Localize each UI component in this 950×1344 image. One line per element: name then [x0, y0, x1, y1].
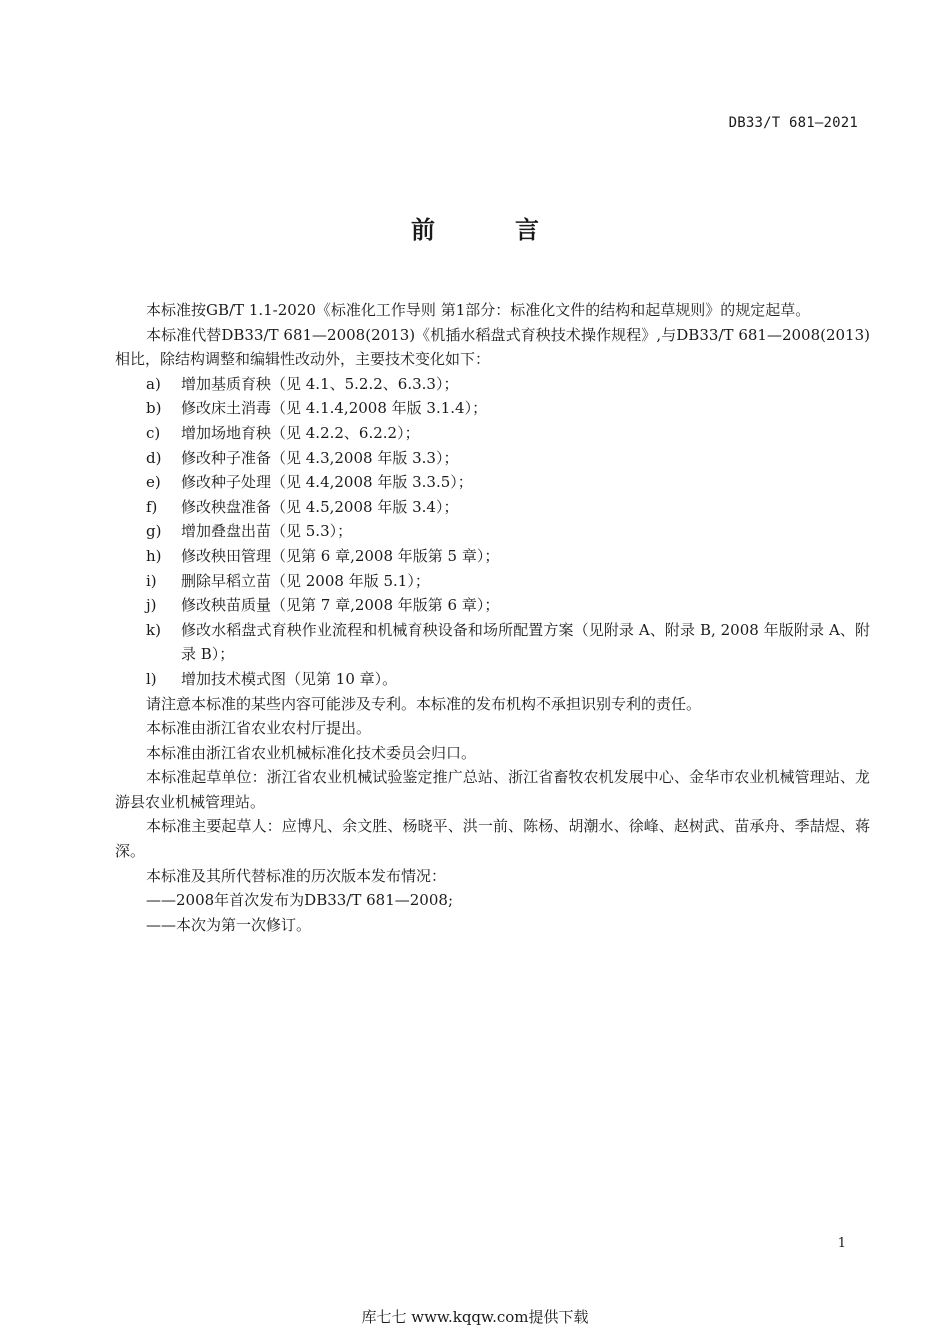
list-item-text: 修改秧田管理（见第 6 章,2008 年版第 5 章）；	[181, 546, 500, 565]
drafting-units: 本标准起草单位：浙江省农业机械试验鉴定推广总站、浙江省畜牧农机发展中心、金华市农业机械管理站、龙游县农业机械管理站。	[115, 768, 870, 811]
list-marker: f)	[146, 497, 158, 516]
page-title: 前 言	[411, 216, 567, 244]
list-item-text: 修改秧苗质量（见第 7 章,2008 年版第 6 章）；	[181, 596, 500, 615]
list-item-text: 增加场地育秧（见 4.2.2、6.2.2）；	[181, 423, 420, 442]
version-history-item: ——本次为第一次修订。	[146, 915, 312, 934]
paragraph: 本标准代替DB33/T 681—2008(2013)《机插水稻盘式育秧技术操作规程》,与DB33/T 681—2008(2013)相比，除结构调整和编辑性改动外，主要技术变化如下：	[115, 325, 870, 369]
version-history-heading: 本标准及其所代替标准的历次版本发布情况：	[146, 866, 447, 885]
list-item-text: 修改种子准备（见 4.3,2008 年版 3.3）；	[181, 448, 459, 467]
proposer-statement: 本标准由浙江省农业农村厅提出。	[146, 719, 372, 738]
list-item	[115, 569, 870, 594]
footer-watermark: 库七七 www.kqqw.com提供下载	[361, 1308, 589, 1326]
list-item	[115, 667, 870, 692]
list-item	[115, 421, 870, 446]
list-marker: d)	[146, 448, 162, 467]
list-marker: h)	[146, 546, 162, 565]
version-history-item: ——2008年首次发布为DB33/T 681—2008;	[146, 891, 453, 910]
list-marker: b)	[146, 399, 162, 418]
foreword-body	[115, 298, 870, 937]
list-marker: l)	[146, 669, 157, 688]
drafters: 本标准主要起草人：应博凡、余文胜、杨晓平、洪一前、陈杨、胡潮水、徐峰、赵树武、苗承舟、季喆煜、蒋深。	[115, 817, 870, 861]
list-marker: i)	[146, 571, 157, 590]
list-item	[115, 519, 870, 544]
list-marker: j)	[146, 596, 157, 615]
list-item-text: 增加技术模式图（见第 10 章）。	[181, 669, 398, 688]
list-marker: c)	[146, 423, 161, 442]
document-code: DB33/T 681—2021	[728, 115, 858, 131]
list-marker: k)	[146, 620, 161, 639]
list-item-text: 修改种子处理（见 4.4,2008 年版 3.3.5）；	[181, 473, 473, 492]
list-item	[115, 593, 870, 618]
list-item	[115, 544, 870, 569]
list-item-text: 修改水稻盘式育秧作业流程和机械育秧设备和场所配置方案（见附录 A、附录 B, 2008 年版附录 A、附录 B）；	[181, 620, 870, 664]
list-item	[115, 446, 870, 471]
page-number: 1	[837, 1236, 846, 1251]
list-item	[115, 372, 870, 397]
list-item	[115, 495, 870, 520]
patent-notice: 请注意本标准的某些内容可能涉及专利。本标准的发布机构不承担识别专利的责任。	[146, 694, 702, 713]
list-item	[115, 396, 870, 421]
list-item	[115, 618, 870, 667]
list-item-text: 增加基质育秧（见 4.1、5.2.2、6.3.3）；	[181, 374, 459, 393]
committee-statement: 本标准由浙江省农业机械标准化技术委员会归口。	[146, 743, 477, 762]
list-item-text: 删除早稻立苗（见 2008 年版 5.1）；	[181, 571, 430, 590]
list-item-text: 增加叠盘出苗（见 5.3）；	[181, 522, 353, 541]
list-marker: a)	[146, 374, 161, 393]
list-item	[115, 470, 870, 495]
list-marker: e)	[146, 473, 161, 492]
paragraph: 本标准按GB/T 1.1-2020《标准化工作导则 第1部分：标准化文件的结构和起草规则》的规定起草。	[146, 301, 811, 319]
list-item-text: 修改床土消毒（见 4.1.4,2008 年版 3.1.4）；	[181, 399, 488, 418]
list-item-text: 修改秧盘准备（见 4.5,2008 年版 3.4）；	[181, 497, 459, 516]
list-marker: g)	[146, 522, 162, 541]
